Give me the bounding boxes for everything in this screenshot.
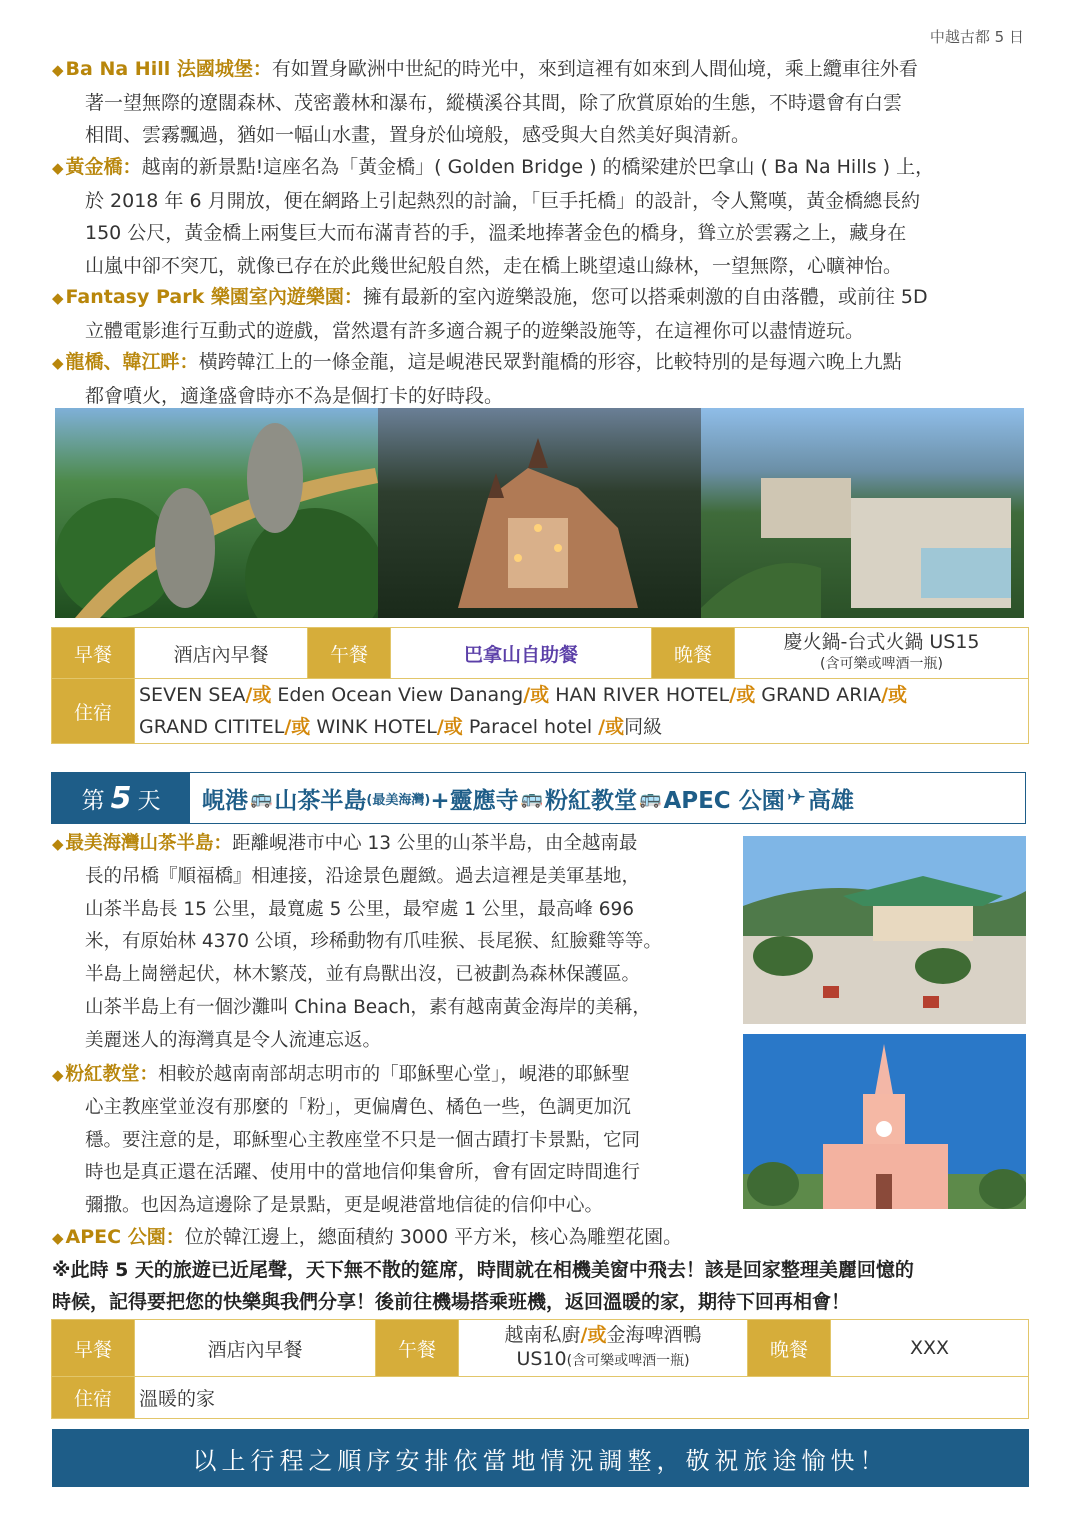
section-title: 黃金橋： bbox=[65, 156, 142, 178]
lunch-label: 午餐 bbox=[376, 1320, 459, 1377]
hotel-label: 住宿 bbox=[52, 1377, 135, 1419]
lunch-label: 午餐 bbox=[308, 628, 391, 679]
section-apec-park: ◆ APEC 公園：位於韓江邊上，總面積約 3000 平方米，核心為雕塑花園。 bbox=[52, 1226, 683, 1248]
section-title: 龍橋、韓江畔： bbox=[65, 351, 199, 373]
page-tag: 中越古都 5 日 bbox=[929, 28, 1024, 46]
closing-note: ※此時 5 天的旅遊已近尾聲，天下無不散的筵席，時間就在相機美窗中飛去！該是回家整理美麗回憶的 時候，記得要把您的快樂與我們分享！後前往機場搭乘班機，返回溫暖的家，期待下回再相會！ bbox=[52, 1259, 914, 1313]
section-title: APEC 公園： bbox=[65, 1226, 185, 1248]
pink-cathedral-photo bbox=[743, 1034, 1026, 1209]
lunch-value: 巴拿山自助餐 bbox=[391, 628, 652, 679]
day-number-box: 第 5 天 bbox=[52, 773, 190, 823]
breakfast-label: 早餐 bbox=[52, 628, 135, 679]
diamond-bullet-icon: ◆ bbox=[52, 289, 64, 307]
linh-ung-pagoda-photo bbox=[743, 836, 1026, 1024]
breakfast-value: 酒店內早餐 bbox=[135, 1320, 376, 1377]
diamond-bullet-icon: ◆ bbox=[52, 354, 64, 372]
section-title: Fantasy Park 樂園室內遊樂園： bbox=[65, 286, 363, 308]
section-dragon-bridge: ◆ 龍橋、韓江畔：橫跨韓江上的一條金龍，這是峴港民眾對龍橋的形容，比較特別的是每週六晚上九點 都會噴火，適逢盛會時亦不為是個打卡的好時段。 bbox=[52, 351, 902, 407]
day5-banner bbox=[51, 772, 1026, 824]
bus-icon: 🚌 bbox=[250, 787, 273, 809]
diamond-bullet-icon: ◆ bbox=[52, 1066, 64, 1084]
diamond-bullet-icon: ◆ bbox=[52, 159, 64, 177]
section-title: 粉紅教堂： bbox=[65, 1064, 159, 1085]
bus-icon: 🚌 bbox=[520, 787, 544, 809]
dinner-label: 晚餐 bbox=[748, 1320, 831, 1377]
dinner-label: 晚餐 bbox=[652, 628, 735, 679]
footer-banner: 以上行程之順序安排依當地情況調整，敬祝旅途愉快！ bbox=[52, 1429, 1029, 1487]
dinner-value: XXX bbox=[831, 1320, 1029, 1377]
day5-meal-table bbox=[51, 1319, 1029, 1419]
day4-meal-table bbox=[51, 627, 1029, 744]
diamond-bullet-icon: ◆ bbox=[52, 835, 64, 853]
hotel-list: SEVEN SEA/或 Eden Ocean View Danang/或 HAN RIVER HOTEL/或 GRAND ARIA/或 GRAND CITITEL/或 WINK HOTEL/或 Paracel hotel /或同級 bbox=[135, 679, 1029, 744]
diamond-bullet-icon: ◆ bbox=[52, 61, 64, 79]
day5-route: 峴港 🚌 山茶半島 (最美海灣) +靈應寺 🚌 粉紅教堂 🚌 APEC 公園 ✈ 高雄 bbox=[202, 785, 854, 814]
section-golden-bridge: ◆ 黃金橋：越南的新景點!這座名為「黃金橋」( Golden Bridge ) 的橋梁建於巴拿山 ( Ba Na Hills ) 上， 於 2018 年 6 月開放，便在網路上引起熱烈的討論，「巨手托橋」的設計，令人驚嘆，黃金橋總長約 150 公尺，黃金橋上兩隻巨大而布滿青苔的手，溫柔地捧著金色的橋身，聳立於雲霧之上，藏身在 山嵐中卻不突兀，就像已存在於此幾世紀般自然，走在橋上眺望遠山綠林，一望無際，心曠神怡。 bbox=[52, 156, 935, 277]
section-fantasy-park: ◆ Fantasy Park 樂園室內遊樂園：擁有最新的室內遊樂設施，您可以搭乘刺激的自由落體，或前往 5D 立體電影進行互動式的遊戲，當然還有許多適合親子的遊樂設施等，在這裡你可以盡情遊玩。 bbox=[52, 286, 928, 342]
diamond-bullet-icon: ◆ bbox=[52, 1229, 64, 1247]
breakfast-label: 早餐 bbox=[52, 1320, 135, 1377]
dinner-value: 慶火鍋-台式火鍋 US15 (含可樂或啤酒一瓶) bbox=[735, 628, 1029, 679]
section-title: Ba Na Hill 法國城堡： bbox=[65, 58, 272, 80]
breakfast-value: 酒店內早餐 bbox=[135, 628, 308, 679]
hotel-value: 溫暖的家 bbox=[135, 1377, 1029, 1419]
hotel-label: 住宿 bbox=[52, 679, 135, 744]
section-bana: ◆ Ba Na Hill 法國城堡：有如置身歐洲中世紀的時光中，來到這裡有如來到人間仙境，乘上纜車往外看 著一望無際的遼闊森林、茂密叢林和瀑布，縱橫溪谷其間，除了欣賞原始的生態，不時還會有白雲 相間、雲霧飄過，猶如一幅山水畫，置身於仙境般，感受與大自然美好與清新。 bbox=[52, 58, 918, 146]
golden-bridge-photo bbox=[55, 408, 378, 618]
section-pink-church: ◆ 粉紅教堂：相較於越南南部胡志明市的「耶穌聖心堂」，峴港的耶穌聖 心主教座堂並沒有那麼的「粉」，更偏膚色、橘色一些，色調更加沉 穩。要注意的是，耶穌聖心主教座堂不只是一個古蹟打卡景點，它同 時也是真正還在活躍、使用中的當地信仰集會所，會有固定時間進行 彌撒。也因為這邊除了是景點，更是峴港當地信徒的信仰中心。 bbox=[52, 1064, 641, 1217]
section-son-tra: ◆ 最美海灣山茶半島：距離峴港市中心 13 公里的山茶半島，由全越南最 長的吊橋『順福橋』相連接，沿途景色麗緻。過去這裡是美軍基地， 山茶半島長 15 公里，最寬處 5 公里，最窄處 1 公里，最高峰 696 米，有原始林 4370 公頃，珍稀動物有爪哇猴、長尾猴、紅臉雞等等。 半島上崗巒起伏，林木繁茂，並有鳥獸出沒，已被劃為森林保護區。 山茶半島上有一個沙灘叫 China Beach，素有越南黃金海岸的美稱， 美麗迷人的海灣真是令人流連忘返。 bbox=[52, 833, 662, 1051]
bana-hills-village-photo bbox=[701, 408, 1024, 618]
bus-icon: 🚌 bbox=[639, 787, 662, 809]
bana-castle-photo bbox=[378, 408, 701, 618]
section-title: 最美海灣山茶半島： bbox=[65, 833, 233, 854]
plane-icon: ✈ bbox=[786, 785, 806, 811]
lunch-value: 越南私廚/或金海啤酒鴨 US10(含可樂或啤酒一瓶) bbox=[459, 1320, 748, 1377]
